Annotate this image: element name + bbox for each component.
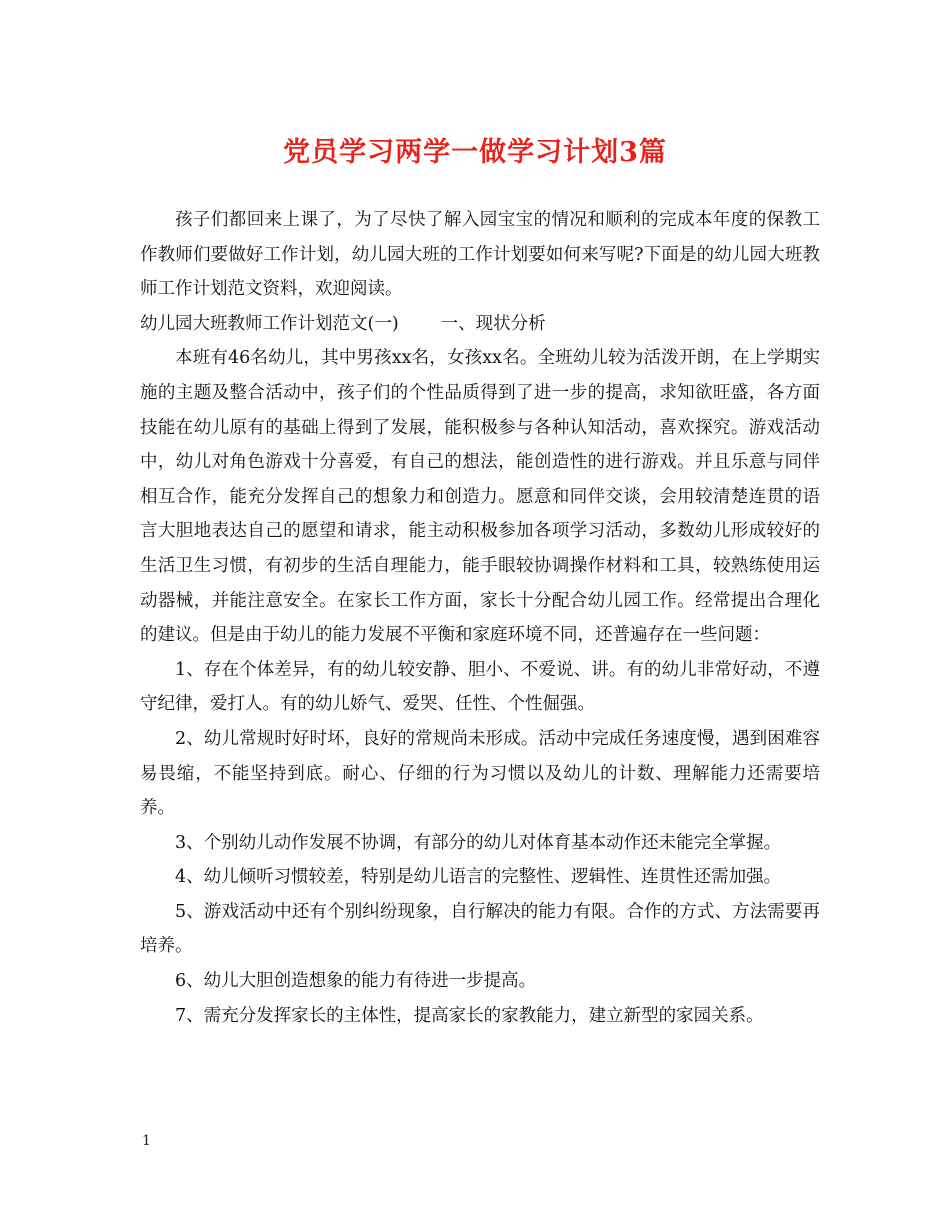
issue-item-7: 7、需充分发挥家长的主体性，提高家长的家教能力，建立新型的家园关系。 <box>175 1005 764 1026</box>
document-title: 党员学习两学一做学习计划3篇 <box>283 137 667 168</box>
issue-item-1: 1、存在个体差异，有的幼儿较安静、胆小、不爱说、讲。有的幼儿非常好动，不遵守纪律，爱打人。有的幼儿娇气、爱哭、任性、个性倔强。 <box>140 659 820 715</box>
analysis-paragraph: 本班有46名幼儿，其中男孩xx名，女孩xx名。全班幼儿较为活泼开朗，在上学期实施的主题及整合活动中，孩子们的个性品质得到了进一步的提高，求知欲旺盛，各方面技能在幼儿原有的基础上得到了发展，能积极参与各种认知活动，喜欢探究。游戏活动中，幼儿对角色游戏十分喜爱，有自己的想法，能创造性的进行游戏。并且乐意与同伴相互合作，能充分发挥自己的想象力和创造力。愿意和同伴交谈，会用较清楚连贯的语言大胆地表达自己的愿望和请求，能主动积极参加各项学习活动，多数幼儿形成较好的生活卫生习惯，有初步的生活自理能力，能手眼较协调操作材料和工具，较熟练使用运动器械，并能注意安全。在家长工作方面，家长十分配合幼儿园工作。经常提出合理化的建议。但是由于幼儿的能力发展不平衡和家庭环境不同，还普遍存在一些问题： <box>140 348 820 646</box>
issue-item-5: 5、游戏活动中还有个别纠纷现象，自行解决的能力有限。合作的方式、方法需要再培养。 <box>140 901 820 957</box>
subsection-title: 一、现状分析 <box>440 313 546 334</box>
section-title: 幼儿园大班教师工作计划范文(一) <box>140 313 399 334</box>
issue-item-2: 2、幼儿常规时好时坏，良好的常规尚未形成。活动中完成任务速度慢，遇到困难容易畏缩，不能坚持到底。耐心、仔细的行为习惯以及幼儿的计数、理解能力还需要培养。 <box>140 728 820 819</box>
page-number: 1 <box>142 1133 151 1149</box>
intro-paragraph: 孩子们都回来上课了，为了尽快了解入园宝宝的情况和顺利的完成本年度的保教工作教师们要做好工作计划，幼儿园大班的工作计划要如何来写呢?下面是的幼儿园大班教师工作计划范文资料，欢迎阅读。 <box>140 210 820 300</box>
section-heading-line <box>140 307 820 342</box>
issue-item-4: 4、幼儿倾听习惯较差，特别是幼儿语言的完整性、逻辑性、连贯性还需加强。 <box>175 867 782 888</box>
document-body <box>140 203 820 1033</box>
issue-item-6: 6、幼儿大胆创造想象的能力有待进一步提高。 <box>175 971 537 992</box>
issue-item-3: 3、个别幼儿动作发展不协调，有部分的幼儿对体育基本动作还未能完全掌握。 <box>175 832 782 853</box>
